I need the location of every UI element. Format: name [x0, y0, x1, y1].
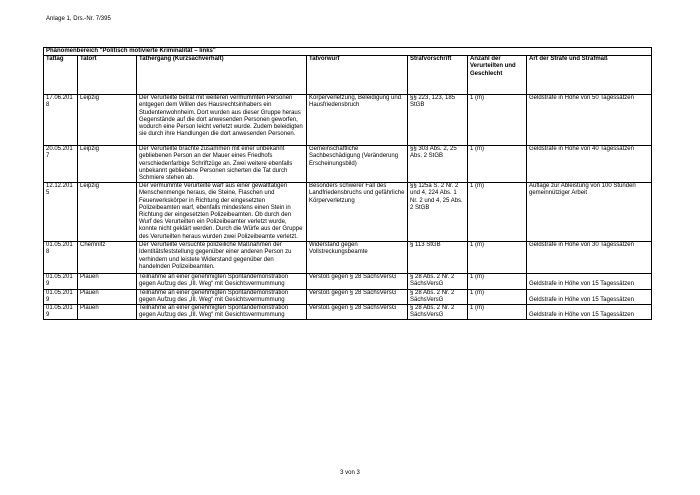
- cell-convicted: 1 (m): [468, 183, 527, 242]
- table-row: [44, 274, 652, 289]
- cell-place: Leipzig: [78, 146, 137, 183]
- cell-convicted: 1 (m): [468, 305, 527, 320]
- table-row: [44, 183, 652, 242]
- cell-charge: Verstoß gegen § 28 SächsVersG: [307, 305, 408, 320]
- cell-date: 01.05.2019: [44, 274, 78, 289]
- offense-table: [43, 47, 652, 320]
- table-row: [44, 242, 652, 274]
- column-header-charge: Tatvorwurf: [307, 56, 408, 95]
- cell-convicted: 1 (m): [468, 242, 527, 274]
- cell-penalty: Geldstrafe in Höhe von 30 Tagessätzen: [527, 242, 652, 274]
- cell-charge: Verstoß gegen § 28 SächsVersG: [307, 274, 408, 289]
- cell-description: Der Verurteilte brachte zusammen mit einer unbekannt gebliebenen Person an der Mauer eines Friedhofs verschiedenfarbige Schriftzüge an. Zwei weitere ebenfalls unbekannt gebliebene Personen sicherten die Tat durch Schmiere stehen ab.: [137, 146, 307, 183]
- cell-description: Der Verurteilte betrat mit weiteren vermummten Personen entgegen dem Willen des Hausrechtsinhabers ein Studentenwohnheim. Dort wurden aus dieser Gruppe heraus Gegenstände auf die dort anwesenden Personen geworfen, wodurch eine Person leicht verletzt wurde. Zudem beleidigten sie durch ihre Handlungen die dort anwesenden Personen.: [137, 95, 307, 146]
- column-header-convicted: Anzahl der Verurteilten und Geschlecht: [468, 56, 527, 95]
- cell-convicted: 1 (m): [468, 95, 527, 146]
- cell-penalty: Geldstrafe in Höhe von 15 Tagessätzen: [527, 274, 652, 289]
- table-row: [44, 95, 652, 146]
- cell-statute: §§ 125a S. 2 Nr. 2 und 4, 224 Abs. 1 Nr. 2 und 4, 25 Abs. 2 StGB: [408, 183, 468, 242]
- page-header: Anlage 1, Drs.-Nr. 7/395: [46, 16, 111, 22]
- cell-place: Leipzig: [78, 183, 137, 242]
- column-header-penalty: Art der Strafe und Strafmaß: [527, 56, 652, 95]
- cell-penalty: Geldstrafe in Höhe von 15 Tagessätzen: [527, 289, 652, 304]
- column-header-place: Tatort: [78, 56, 137, 95]
- table-row: [44, 305, 652, 320]
- cell-charge: Besonders schwerer Fall des Landfriedensbruchs und gefährliche Körperverletzung: [307, 183, 408, 242]
- offense-table-container: [43, 47, 651, 320]
- cell-date: 12.12.2015: [44, 183, 78, 242]
- cell-statute: § 28 Abs. 2 Nr. 2 SächsVersG: [408, 274, 468, 289]
- cell-penalty: Geldstrafe in Höhe von 40 Tagessätzen: [527, 146, 652, 183]
- cell-penalty: Auflage zur Ableistung von 100 Stunden gemeinnütziger Arbeit: [527, 183, 652, 242]
- cell-charge: Verstoß gegen § 28 SächsVersG: [307, 289, 408, 304]
- cell-statute: § 28 Abs. 2 Nr. 2 SächsVersG: [408, 289, 468, 304]
- column-header-date: Tattag: [44, 56, 78, 95]
- cell-description: Teilnahme an einer genehmigten Spontandemonstration gegen Aufzug des „III. Weg“ mit Gesichtsvermummung: [137, 305, 307, 320]
- cell-description: Teilnahme an einer genehmigten Spontandemonstration gegen Aufzug des „III. Weg“ mit Gesichtsvermummung: [137, 274, 307, 289]
- cell-place: Plauen: [78, 289, 137, 304]
- cell-date: 20.05.2017: [44, 146, 78, 183]
- cell-charge: Körperverletzung, Beleidigung und Hausfriedensbruch: [307, 95, 408, 146]
- cell-convicted: 1 (m): [468, 289, 527, 304]
- cell-convicted: 1 (m): [468, 274, 527, 289]
- cell-statute: §§ 223, 123, 185 StGB: [408, 95, 468, 146]
- table-row: [44, 146, 652, 183]
- cell-charge: Widerstand gegen Vollstreckungsbeamte: [307, 242, 408, 274]
- page-footer: 3 von 3: [340, 470, 360, 476]
- cell-place: Plauen: [78, 274, 137, 289]
- cell-statute: § 113 StGB: [408, 242, 468, 274]
- cell-date: 01.05.2019: [44, 289, 78, 304]
- cell-statute: § 28 Abs. 2 Nr. 2 SächsVersG: [408, 305, 468, 320]
- column-header-statute: Strafvorschrift: [408, 56, 468, 95]
- cell-statute: §§ 303 Abs. 2, 25 Abs. 2 StGB: [408, 146, 468, 183]
- section-title: Phänomenbereich "Politisch motivierte Kriminalität – links": [44, 48, 652, 56]
- cell-description: Der vermummte Verurteilte warf aus einer gewalttätigen Menschenmenge heraus, die Steine, Flaschen und Feuerwerkskörper in Richtung der eingesetzten Polizeibeamten warf, ebenfalls mindestens einen Stein in Richtung der eingesetzten Polizeibeamten. Ob durch den Wurf des Verurteilten ein Polizeibeamter verletzt wurde, konnte nicht geklärt werden. Durch die Würfe aus der Gruppe des Verurteilten heraus wurden zwei Polizeibeamte verletzt.: [137, 183, 307, 242]
- table-row: [44, 289, 652, 304]
- cell-charge: Gemeinschaftliche Sachbeschädigung (Veränderung Erscheinungsbild): [307, 146, 408, 183]
- cell-description: Der Verurteilte versuchte polizeiliche Maßnahmen der Identitätsfeststellung gegenüber einer anderen Person zu verhindern und leistete Widerstand gegenüber den handelnden Polizeibeamten.: [137, 242, 307, 274]
- cell-place: Leipzig: [78, 95, 137, 146]
- cell-date: 01.05.2019: [44, 305, 78, 320]
- cell-date: 01.05.2018: [44, 242, 78, 274]
- cell-place: Chemnitz: [78, 242, 137, 274]
- cell-date: 17.06.2018: [44, 95, 78, 146]
- column-header-description: Tathergang (Kurzsachverhalt): [137, 56, 307, 95]
- cell-description: Teilnahme an einer genehmigten Spontandemonstration gegen Aufzug des „III. Weg“ mit Gesichtsvermummung: [137, 289, 307, 304]
- cell-convicted: 1 (m): [468, 146, 527, 183]
- cell-penalty: Geldstrafe in Höhe von 15 Tagessätzen: [527, 305, 652, 320]
- cell-place: Plauen: [78, 305, 137, 320]
- cell-penalty: Geldstrafe in Höhe von 50 Tagessätzen: [527, 95, 652, 146]
